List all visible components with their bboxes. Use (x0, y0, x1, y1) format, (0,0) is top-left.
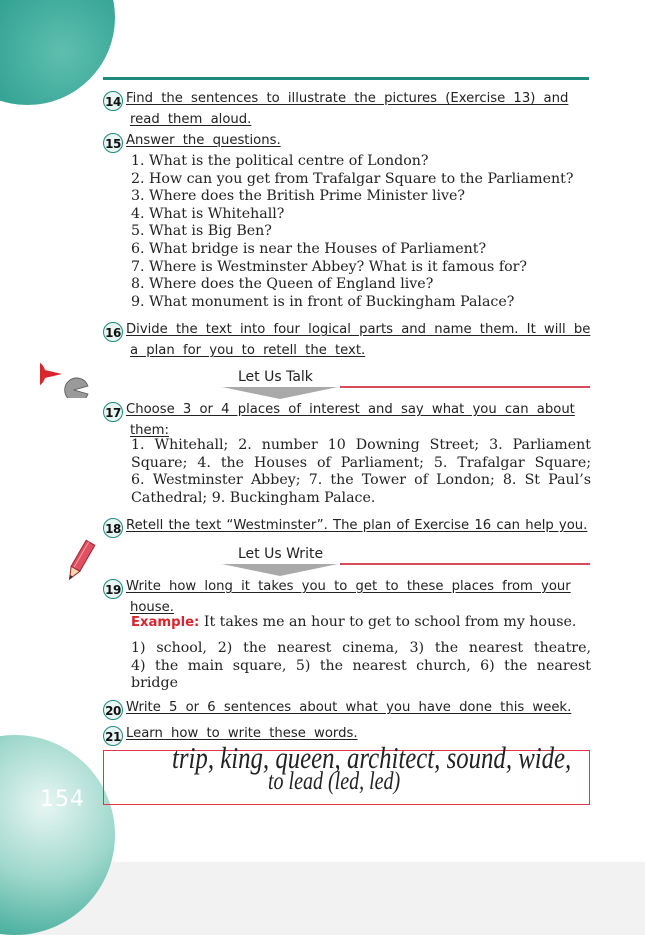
places-line: 1. Whitehall; 2. number 10 Downing Street; 3. Parliament (131, 437, 591, 453)
question-item: 6. What bridge is near the Houses of Parliament? (131, 240, 487, 257)
exercise-number: 14 (103, 91, 123, 111)
exercise-17 (103, 401, 593, 439)
exercise-16-task-line1: Divide the text into four logical parts and name them. It will be (126, 322, 591, 337)
exercise-number: 17 (103, 402, 123, 422)
section-arrow-write (222, 564, 338, 576)
example-line (131, 614, 591, 632)
question-item: 7. Where is Westminster Abbey? What is it famous for? (131, 258, 527, 275)
exercise-16-task-line2: a plan for you to retell the text. (130, 343, 366, 358)
section-line-write (340, 563, 590, 565)
question-item: 3. Where does the British Prime Minister live? (131, 188, 466, 205)
corner-decoration-top (0, 0, 115, 105)
exercise-15-task: Answer the questions. (126, 133, 281, 148)
exercise-number: 21 (103, 726, 123, 746)
places-line: 6. Westminster Abbey; 7. the Tower of London; 8. St Paul’s (131, 472, 591, 489)
destinations-list (131, 640, 591, 693)
exercise-21-task: Learn how to write these words. (126, 726, 358, 741)
exercise-number: 20 (103, 700, 123, 720)
places-line: Square; 4. the Houses of Parliament; 5. Trafalgar Square; (131, 454, 591, 471)
question-item: 2. How can you get from Trafalgar Square to the Parliament? (131, 170, 574, 187)
page-number: 154 (40, 787, 85, 812)
question-list (131, 153, 573, 311)
example-label: Example: (131, 615, 200, 630)
exercise-number: 15 (103, 133, 123, 153)
section-arrow-talk (222, 387, 338, 399)
exercise-number: 16 (103, 322, 123, 342)
exercise-18 (103, 517, 593, 538)
exercise-14-task-line1: Find the sentences to illustrate the pictures (Exercise 13) and (126, 91, 569, 106)
exercise-20-task: Write 5 or 6 sentences about what you have done this week. (126, 700, 572, 715)
question-item: 4. What is Whitehall? (131, 205, 285, 222)
destinations-line: 4) the main square, 5) the nearest church, 6) the nearest (131, 657, 591, 674)
exercise-17-task-line2: them: (130, 423, 169, 438)
example-text: It takes me an hour to get to school from my house. (203, 614, 577, 630)
exercise-19-task-line2: house. (130, 600, 174, 615)
section-title-write: Let Us Write (238, 546, 324, 562)
exercise-number: 19 (103, 579, 123, 599)
exercise-15 (103, 132, 593, 153)
pencil-write-icon (60, 536, 100, 586)
section-title-talk: Let Us Talk (238, 369, 313, 385)
handwriting-line-2: to lead (led, led) (268, 768, 401, 795)
question-item: 9. What monument is in front of Buckingham Palace? (131, 293, 515, 310)
exercise-20 (103, 699, 593, 720)
question-item: 8. Where does the Queen of England live? (131, 276, 434, 293)
exercise-19-task-line1: Write how long it takes you to get to these places from your (126, 579, 571, 594)
corner-decoration-bottom (0, 735, 115, 935)
question-item: 5. What is Big Ben? (131, 223, 272, 240)
handwriting-line-1: trip, king, queen, architect, sound, wide, (172, 740, 572, 775)
question-item: 1. What is the political centre of London? (131, 153, 429, 169)
destinations-line: 1) school, 2) the nearest cinema, 3) the nearest theatre, (131, 640, 591, 656)
exercise-18-task: Retell the text “Westminster”. The plan of Exercise 16 can help you. (126, 518, 588, 533)
destinations-line: bridge (131, 675, 178, 692)
places-line: Cathedral; 9. Buckingham Palace. (131, 489, 376, 506)
section-line-talk (340, 386, 590, 388)
exercise-17-task-line1: Choose 3 or 4 places of interest and say what you can about (126, 402, 575, 417)
exercise-16 (103, 321, 593, 359)
exercise-14 (103, 90, 593, 128)
exercise-19 (103, 578, 593, 616)
exercise-number: 18 (103, 518, 123, 538)
top-rule (103, 77, 589, 80)
exercise-14-task-line2: read them aloud. (130, 112, 252, 127)
pacman-talk-icon (40, 362, 92, 398)
places-list (131, 437, 591, 507)
